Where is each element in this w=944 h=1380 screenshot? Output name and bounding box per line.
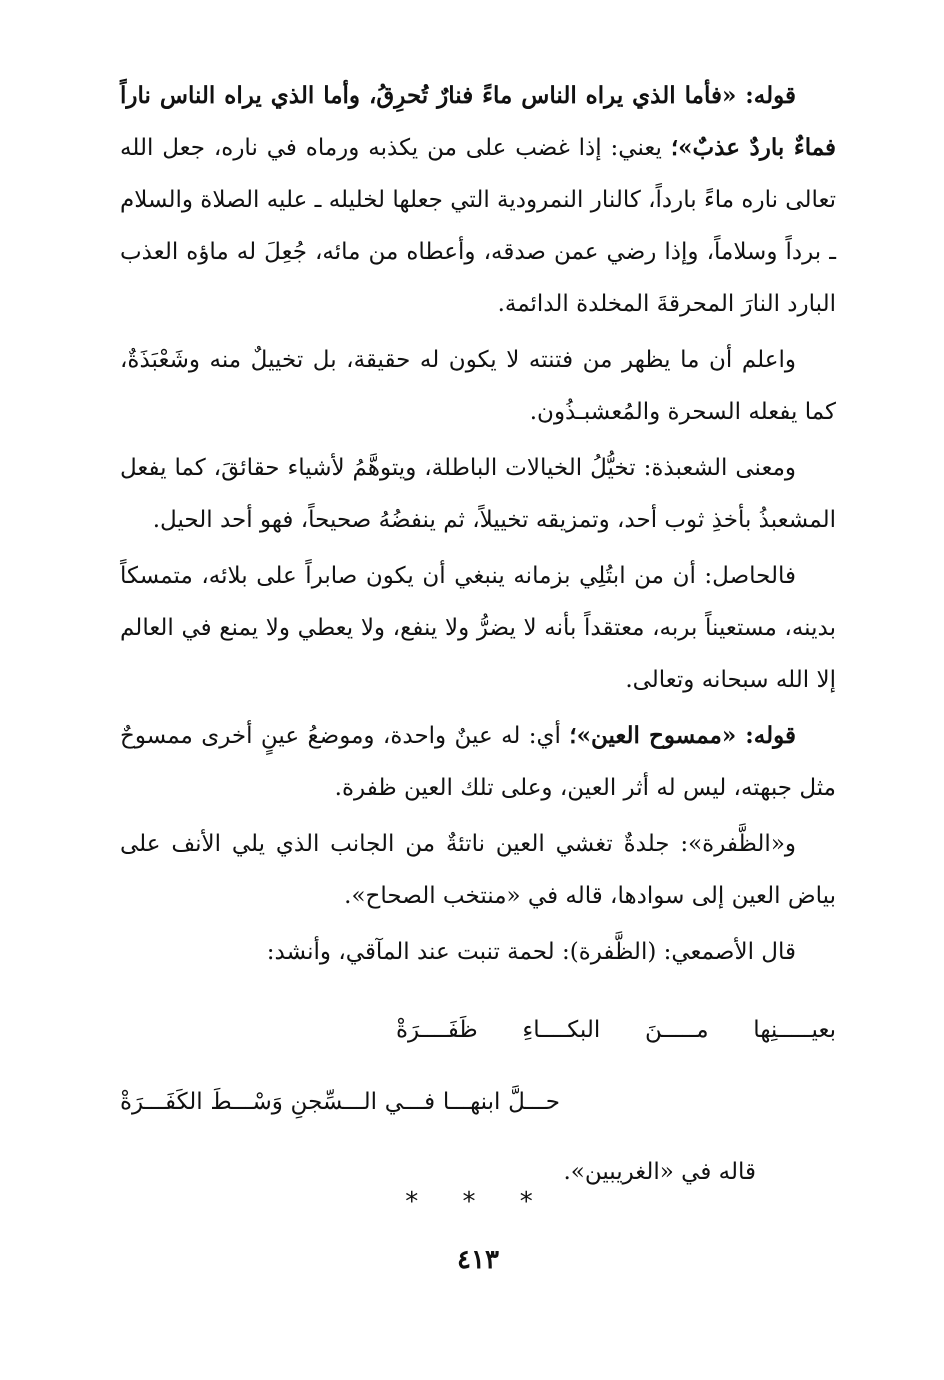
paragraph-text: واعلم أن ما يظهر من فتنته لا يكون له حقيقة، بل تخييلٌ منه وشَعْبَذَةٌ، كما يفعله السحرة والمُعشبـذُون. bbox=[120, 347, 836, 425]
source-line: قاله في «الغريبين». bbox=[563, 1159, 756, 1185]
section-divider-ornament: * * * bbox=[405, 1187, 551, 1217]
quoted-hadith-lead: قوله: «فأما الذي يراه الناس ماءً فنارٌ تُحرِقُ، وأما الذي يراه الناس ناراً فماءٌ باردٌ عذبٌ»؛ bbox=[120, 82, 836, 161]
paragraph-text: فالحاصل: أن من ابتُلِي بزمانه ينبغي أن يكون صابراً على بلائه، متمسكاً بدينه، مستعيناً بربه، معتقداً بأنه لا يضرُّ ولا ينفع، ولا يعطي ولا يمنع في العالم إلا الله سبحانه وتعالى. bbox=[120, 563, 836, 693]
commentary-paragraph-3 bbox=[120, 442, 836, 546]
verse-text: بعيـــــنِها مـــــنَ البكــــاءِ ظَفَــــرَةْ bbox=[396, 1017, 836, 1043]
verse-second-hemistich bbox=[120, 1074, 836, 1130]
verse-first-hemistich bbox=[120, 1002, 836, 1058]
paragraph-text: أي: له عينٌ واحدة، وموضعُ عينٍ أخرى ممسوحٌ مثل جبهته، ليس له أثر العين، وعلى تلك العين ظفرة. bbox=[120, 723, 836, 801]
commentary-paragraph-2 bbox=[120, 334, 836, 438]
quoted-hadith-lead: قوله: «ممسوح العين»؛ bbox=[569, 722, 796, 749]
paragraph-text: ومعنى الشعبذة: تخيُّلُ الخيالات الباطلة، ويتوهَّمُ لأشياء حقائقَ، كما يفعل المشعبذُ بأخذِ ثوب أحد، وتمزيقه تخييلاً، ثم ينفضُهُ صحيحاً، فهو أحد الحيل. bbox=[120, 455, 836, 533]
commentary-paragraph-4 bbox=[120, 550, 836, 706]
book-page bbox=[120, 70, 836, 1330]
commentary-paragraph-5 bbox=[120, 710, 836, 814]
asmai-quote-line: قال الأصمعي: (الظَّفرة): لحمة تنبت عند المآقي، وأنشد: bbox=[266, 939, 796, 965]
page-number: ٤١٣ bbox=[457, 1245, 499, 1275]
paragraph-text: يعني: إذا غضب على من يكذبه ورماه في ناره، جعل الله تعالى ناره ماءً بارداً، كالنار النمرودية التي جعلها لخليله ـ عليه الصلاة والسلام ـ برداً وسلاماً، وإذا رضي عمن صدقه، وأعطاه من مائه، جُعِلَ له ماؤه العذب البارد النارَ المحرقةَ المخلدة الدائمة. bbox=[120, 135, 836, 317]
paragraph-text: و«الظَّفرة»: جلدةٌ تغشي العين ناتئةٌ من الجانب الذي يلي الأنف على بياض العين إلى سوادها، قاله في «منتخب الصحاح». bbox=[120, 831, 836, 909]
commentary-paragraph-6 bbox=[120, 818, 836, 922]
verse-text: حـــلَّ ابنهـــا فـــي الـــسِّجنِ وَسْـــطَ الكَفَـــرَةْ bbox=[120, 1089, 560, 1115]
commentary-paragraph-1 bbox=[120, 70, 836, 330]
